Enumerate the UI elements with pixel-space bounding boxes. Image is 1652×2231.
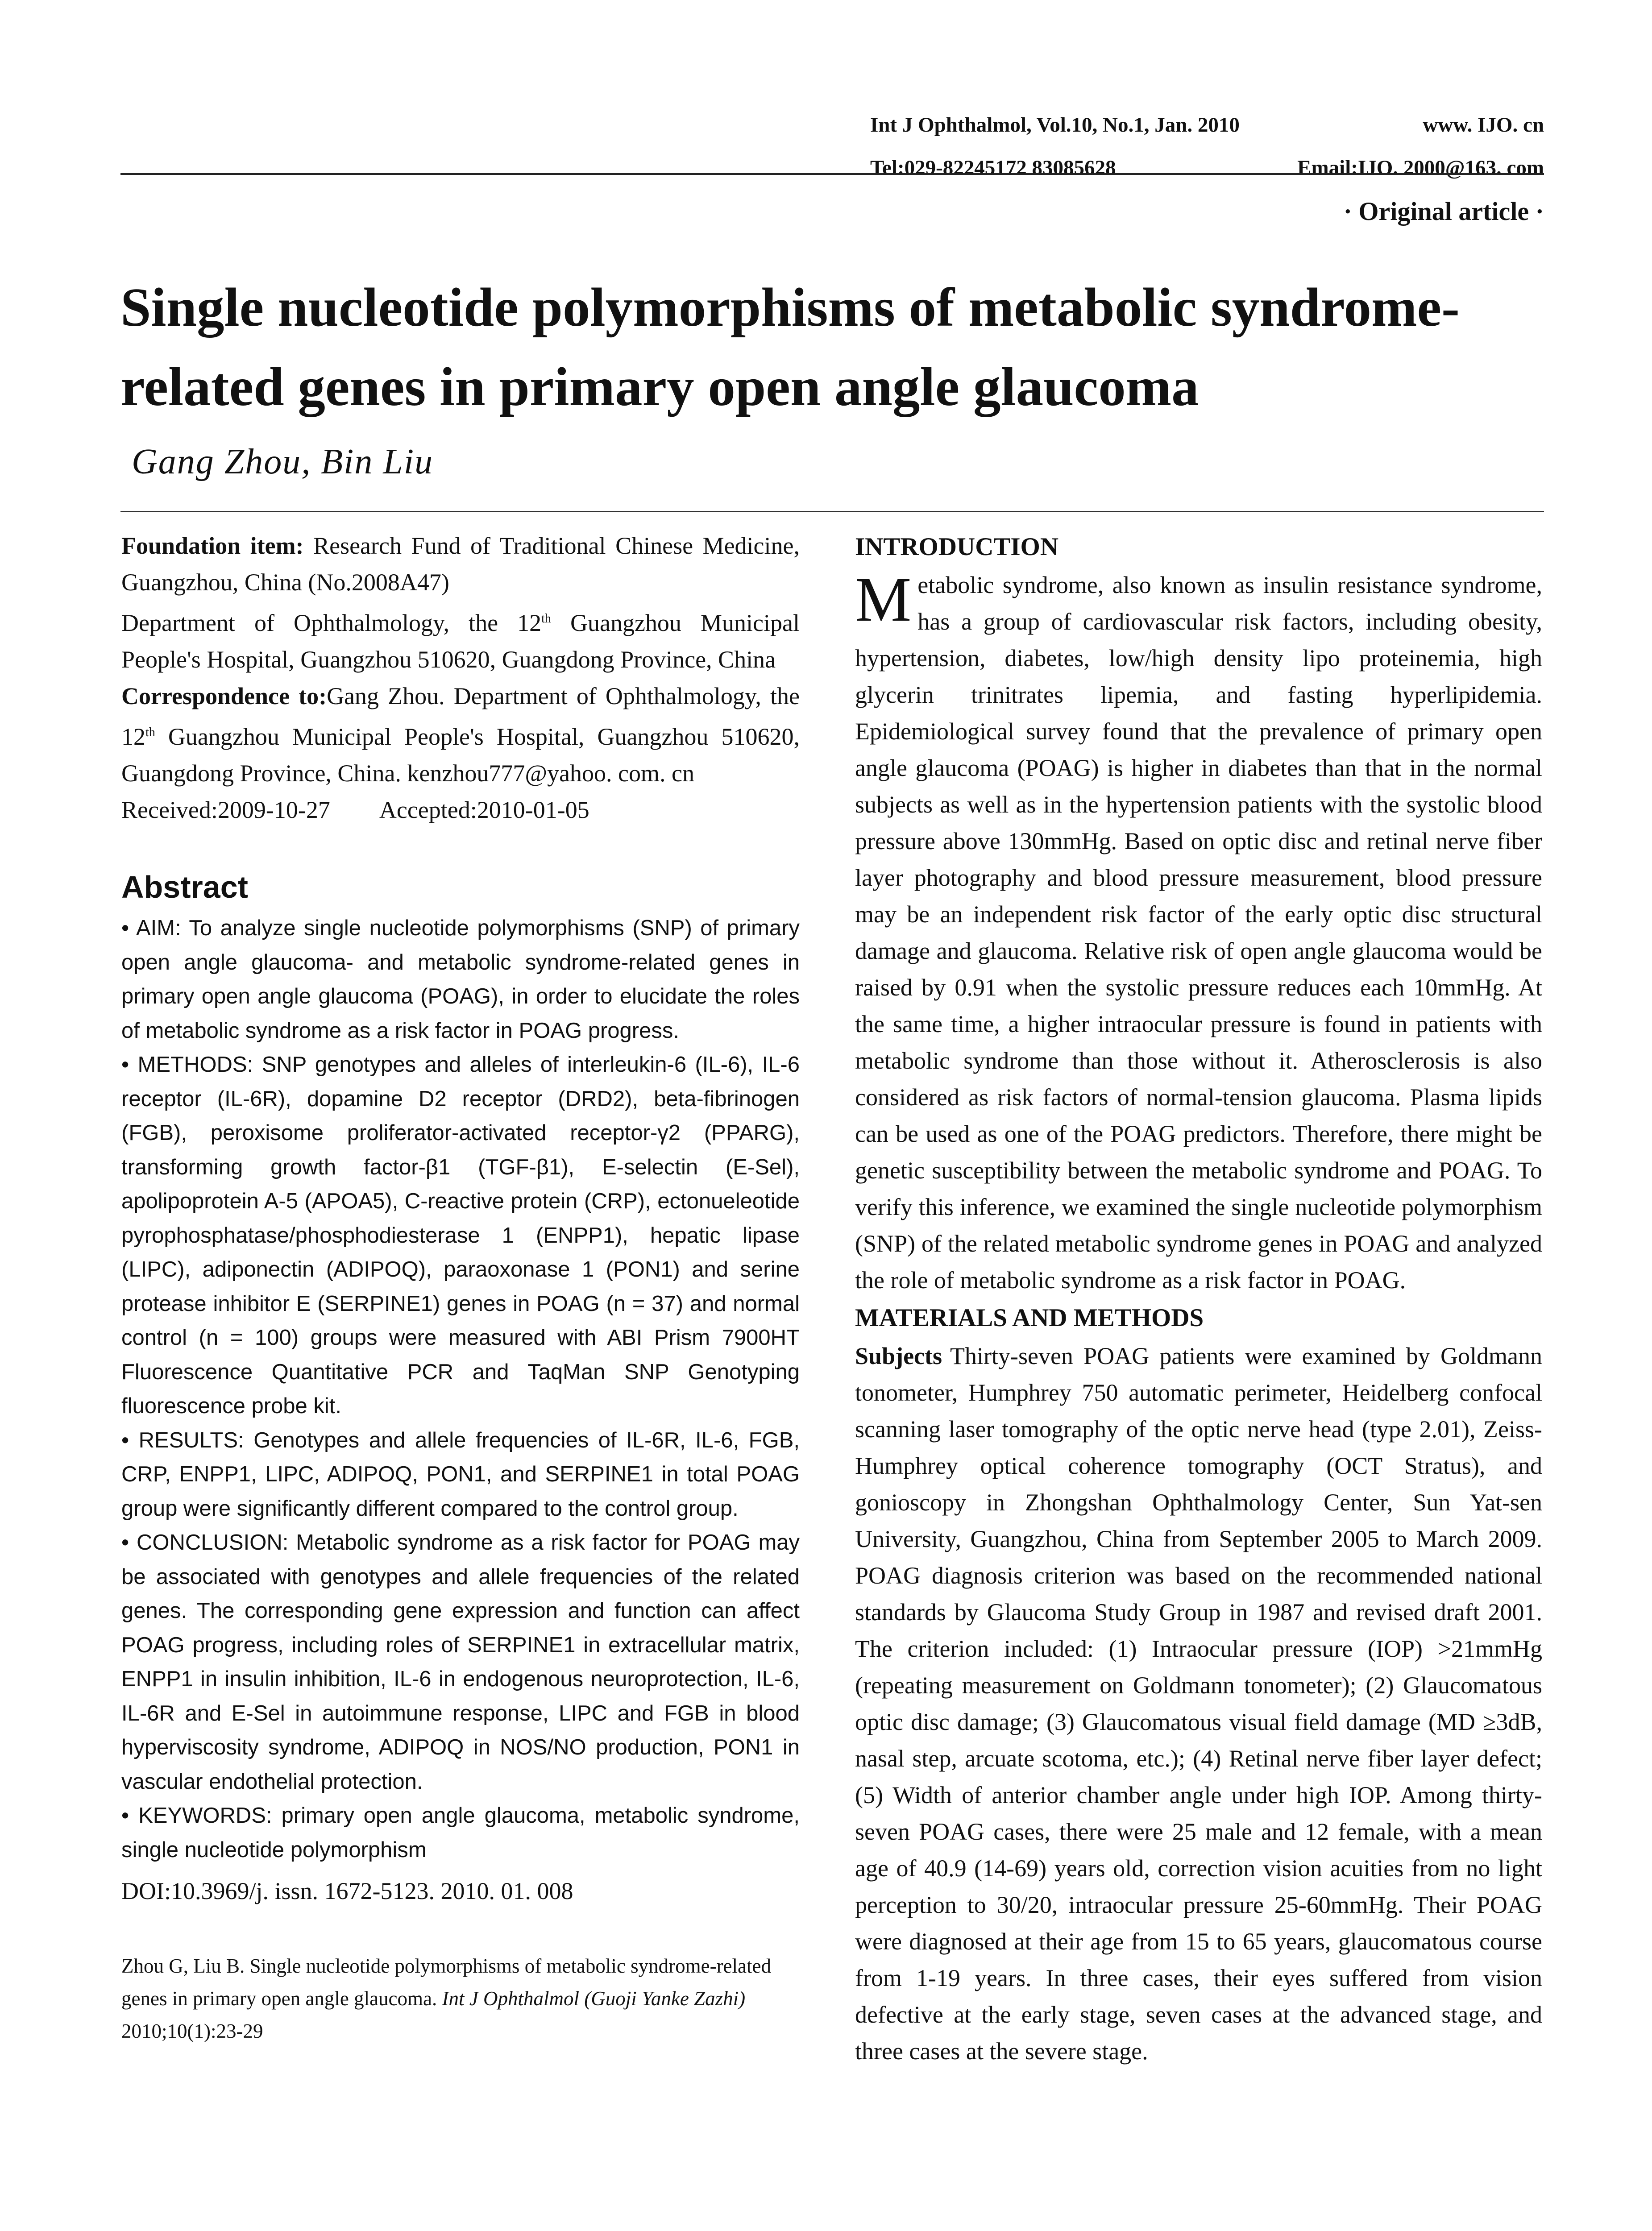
abstract-aim (121, 911, 800, 1048)
affiliation-pre: Department of Ophthalmology, the 12 (121, 610, 542, 636)
introduction-heading: INTRODUCTION (855, 533, 1059, 561)
abstract-heading: Abstract (121, 870, 248, 904)
abstract-results (121, 1423, 800, 1526)
abstract-aim-label: • AIM: (121, 916, 189, 940)
abstract-methods (121, 1048, 800, 1423)
abstract-conclusion (121, 1526, 800, 1799)
author-rule (120, 511, 1544, 512)
affiliation-sup: th (541, 612, 551, 626)
abstract-keywords (121, 1799, 800, 1867)
journal-line: Int J Ophthalmol, Vol.10, No.1, Jan. 2010 (870, 113, 1240, 137)
right-column (855, 527, 1542, 2069)
affiliation (121, 601, 800, 678)
foundation-text: Research Fund of Traditional Chinese Medicine, Guangzhou, China (No.2008A47) (121, 532, 800, 596)
abstract-methods-text: SNP genotypes and alleles of interleukin-6 (IL-6), IL-6 receptor (IL-6R), dopamine D2 receptor (DRD2), beta-fibrinogen (FGB), peroxisome proliferator-activated receptor-γ2 (PPARG), transforming growth factor-β1 (TGF-β1), E-selectin (E-Sel), apolipoprotein A-5 (APOA5), C-reactive protein (CRP), ectonueleotide pyrophosphatase/phosphodiesterase 1 (ENPP1), hepatic lipase (LIPC), adiponectin (ADIPOQ), paraoxonase 1 (PON1) and serine protease inhibitor E (SERPINE1) genes in POAG (n = 37) and normal control (n = 100) groups were measured with ABI Prism 7900HT Fluorescence Quantitative PCR and TaqMan SNP Genotyping fluorescence probe kit. (121, 1053, 800, 1418)
abstract-keywords-text: primary open angle glaucoma, metabolic syndrome, single nucleotide polymorphism (121, 1804, 800, 1862)
citation (121, 1950, 800, 2048)
introduction-text (855, 564, 1542, 1298)
journal-website[interactable]: www. IJO. cn (1423, 113, 1544, 137)
article-title: Single nucleotide polymorphisms of metabolic syndrome-related genes in primary open angle glaucoma (120, 277, 1460, 417)
abstract-keywords-label: • KEYWORDS: (121, 1804, 282, 1828)
subjects-label: Subjects (855, 1343, 942, 1369)
journal-tel: Tel:029-82245172 83085628 (870, 156, 1116, 179)
abstract-conclusion-label: • CONCLUSION: (121, 1530, 296, 1555)
citation-journal: Int J Ophthalmol (Guoji Yanke Zazhi) (442, 1987, 746, 2010)
correspondence-post[interactable]: Guangzhou Municipal People's Hospital, Guangzhou 510620, Guangdong Province, China. kenzhou777@yahoo. com. cn (121, 723, 800, 787)
subjects-paragraph (855, 1338, 1542, 2069)
running-header (870, 104, 1544, 189)
foundation-label: Foundation item: (121, 532, 304, 559)
journal-email[interactable]: Email:IJO. 2000@163. com (1297, 156, 1544, 179)
correspondence-pre: Gang Zhou. Department of Ophthalmology, the 12 (121, 683, 800, 750)
left-column (121, 527, 800, 2048)
received-accepted (121, 792, 800, 828)
received-date: Received:2009-10-27 (121, 796, 330, 823)
abstract-results-text: Genotypes and allele frequencies of IL-6R, IL-6, FGB, CRP, ENPP1, LIPC, ADIPOQ, PON1, and SERPINE1 in total POAG group were significantly different compared to the control group. (121, 1428, 800, 1521)
abstract-methods-label: • METHODS: (121, 1053, 262, 1077)
methods-heading: MATERIALS AND METHODS (855, 1304, 1204, 1332)
introduction-body: etabolic syndrome, also known as insulin resistance syndrome, has a group of cardiovascular risk factors, including obesity, hypertension, diabetes, low/high density lipo proteinemia, high glycerin trinitrates lipemia, and fasting hyperlipidemia. Epidemiological survey found that the prevalence of primary open angle glaucoma (POAG) is higher in diabetes than that in the normal subjects as well as in the hypertension patients with the systolic blood pressure above 130mmHg. Based on optic disc and retinal nerve fiber layer photography and blood pressure measurement, blood pressure may be an independent risk factor of the early optic disc structural damage and glaucoma. Relative risk of open angle glaucoma would be raised by 0.91 when the systolic pressure reduces each 10mmHg. At the same time, a higher intraocular pressure is found in patients with metabolic syndrome than those without it. Atherosclerosis is also considered as risk factors of normal-tension glaucoma. Plasma lipids can be used as one of the POAG predictors. Therefore, there might be genetic susceptibility between the metabolic syndrome and POAG. To verify this inference, we examined the single nucleotide polymorphism (SNP) of the related metabolic syndrome genes in POAG and analyzed the role of metabolic syndrome as a risk factor in POAG. (855, 572, 1542, 1294)
doi[interactable]: DOI:10.3969/j. issn. 1672-5123. 2010. 01. 008 (121, 1878, 573, 1904)
drop-cap: M (855, 564, 912, 634)
citation-details: 2010;10(1):23-29 (121, 2020, 263, 2042)
header-rule (120, 173, 1544, 175)
article-type-label: · Original article · (1343, 197, 1544, 226)
correspondence-sup: th (145, 726, 155, 739)
correspondence-label: Correspondence to: (121, 683, 327, 709)
citation-text: Zhou G, Liu B. Single nucleotide polymorphisms of metabolic syndrome-related genes in primary open angle glaucoma. (121, 1955, 771, 2010)
author-list: Gang Zhou, Bin Liu (132, 442, 434, 481)
abstract-conclusion-text: Metabolic syndrome as a risk factor for POAG may be associated with genotypes and allele frequencies of the related genes. The corresponding gene expression and function can affect POAG progress, including roles of SERPINE1 in extracellular matrix, ENPP1 in insulin inhibition, IL-6 in endogenous neuroprotection, IL-6, IL-6R and E-Sel in autoimmune response, LIPC and FGB in blood hyperviscosity syndrome, ADIPOQ in NOS/NO production, PON1 in vascular endothelial protection. (121, 1530, 800, 1794)
subjects-text: Thirty-seven POAG patients were examined by Goldmann tonometer, Humphrey 750 automatic perimeter, Heidelberg confocal scanning laser tomography of the optic nerve head (type 2.01), Zeiss-Humphrey optical coherence tomography (OCT Stratus), and gonioscopy in Zhongshan Ophthalmology Center, Sun Yat-sen University, Guangzhou, China from September 2005 to March 2009. POAG diagnosis criterion was based on the recommended national standards by Glaucoma Study Group in 1987 and revised draft 2001. The criterion included: (1) Intraocular pressure (IOP) >21mmHg (repeating measurement on Goldmann tonometer); (2) Glaucomatous optic disc damage; (3) Glaucomatous visual field damage (MD ≥3dB, nasal step, arcuate scotoma, etc.); (4) Retinal nerve fiber layer defect; (5) Width of anterior chamber angle under high IOP. Among thirty-seven POAG cases, there were 25 male and 12 female, with a mean age of 40.9 (14-69) years old, correction vision acuities from no light perception to 30/20, intraocular pressure 25-60mmHg. Their POAG were diagnosed at their age from 15 to 65 years, glaucomatous course from 1-19 years. In three cases, their eyes suffered from vision defective at the early stage, seven cases at the advanced stage, and three cases at the severe stage. (855, 1343, 1542, 2065)
correspondence (121, 678, 800, 792)
abstract-aim-text: To analyze single nucleotide polymorphisms (SNP) of primary open angle glaucoma- and metabolic syndrome-related genes in primary open angle glaucoma (POAG), in order to elucidate the roles of metabolic syndrome as a risk factor in POAG progress. (121, 916, 800, 1043)
foundation-item (121, 527, 800, 601)
abstract-results-label: • RESULTS: (121, 1428, 254, 1452)
accepted-date: Accepted:2010-01-05 (379, 796, 589, 823)
affiliation-post: Guangzhou Municipal People's Hospital, Guangzhou 510620, Guangdong Province, China (121, 610, 800, 673)
